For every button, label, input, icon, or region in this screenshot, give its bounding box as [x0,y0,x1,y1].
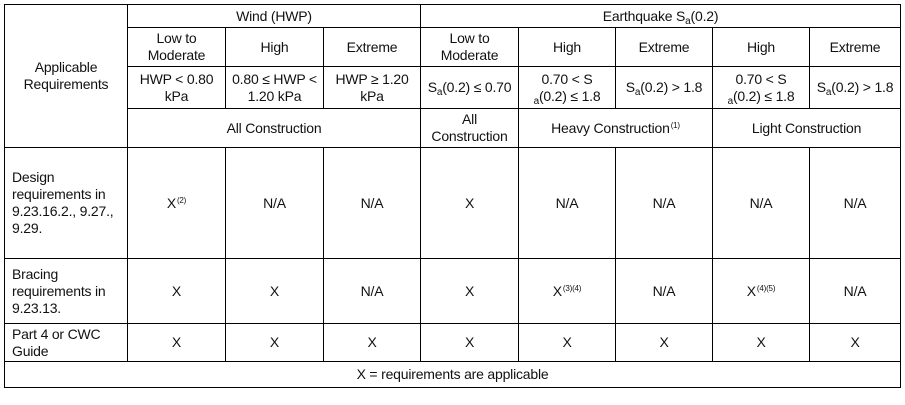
cell: X [810,324,901,362]
cell: N/A [616,148,713,259]
cell: N/A [616,259,713,324]
level-wind-high: High [226,28,324,67]
cell: X [519,324,616,362]
level-eq-extreme-heavy: Extreme [616,28,713,67]
construction-light: Light Construction [713,109,901,148]
footnote-ref: (2) [176,195,187,205]
level-eq-high-light: High [713,28,810,67]
cell: N/A [713,148,810,259]
footnote-ref: (1) [670,120,680,130]
cell: X [616,324,713,362]
threshold-eq-high-light: 0.70 < S $_a$(0.2) ≤ 1.8 [713,67,810,109]
row-label-bracing: Bracing requirements in 9.23.13. [5,259,128,324]
threshold-eq-extreme-light: $S_a(0.2) > 1.8$ [810,67,901,109]
cell: X$^{(3)(4)}$ [519,259,616,324]
construction-heavy: Heavy Construction$^{(1)}$ [519,109,713,148]
cell: X$^{(4)(5)}$ [713,259,810,324]
threshold-wind-high: 0.80 ≤ HWP < 1.20 kPa [226,67,324,109]
footnote-ref: (4)(5) [756,283,776,293]
threshold-eq-extreme-heavy: $S_a(0.2) > 1.8$ [616,67,713,109]
applicable-requirements-heading: Applicable Requirements [23,59,109,92]
cell: X [421,259,519,324]
cell: N/A [226,148,324,259]
table-footer-note: X = requirements are applicable [5,362,901,388]
cell: X [226,324,324,362]
threshold-wind-extreme: HWP ≥ 1.20 kPa [324,67,421,109]
construction-eq-all: All Construction [421,109,519,148]
row-header-cell [5,5,128,148]
cell: X [421,148,519,259]
level-eq-extreme-light: Extreme [810,28,901,67]
level-wind-extreme: Extreme [324,28,421,67]
table-row [5,259,901,324]
cell: X [128,259,226,324]
cell: X [226,259,324,324]
cell: N/A [810,148,901,259]
cell: N/A [324,148,421,259]
cell: N/A [810,259,901,324]
cell: N/A [519,148,616,259]
row-label-part4: Part 4 or CWC Guide [5,324,128,362]
threshold-eq-high-heavy: 0.70 < S $_a$(0.2) ≤ 1.8 [519,67,616,109]
cell: N/A [324,259,421,324]
construction-wind-all: All Construction [128,109,421,148]
level-eq-high-heavy: High [519,28,616,67]
cell: X [421,324,519,362]
row-label-design: Design requirements in 9.23.16.2., 9.27., 9.29. [5,148,128,259]
earthquake-group-header [421,5,901,28]
threshold-wind-low: HWP < 0.80 kPa [128,67,226,109]
wind-group-label: Wind (HWP) [236,7,312,24]
cell: X$^{(2)}$ [128,148,226,259]
cell: X [713,324,810,362]
level-eq-low: Low to Moderate [421,28,519,67]
table-row [5,148,901,259]
footnote-ref: (3)(4) [562,283,582,293]
cell: X [128,324,226,362]
requirements-table [4,4,901,388]
table-row [5,324,901,362]
threshold-eq-low: $S_a(0.2) \le 0.70$ [421,67,519,109]
level-wind-low: Low to Moderate [128,28,226,67]
cell: X [324,324,421,362]
earthquake-group-label: Earthquake $S_a(0.2)$ [602,7,719,27]
wind-group-header [128,5,421,28]
